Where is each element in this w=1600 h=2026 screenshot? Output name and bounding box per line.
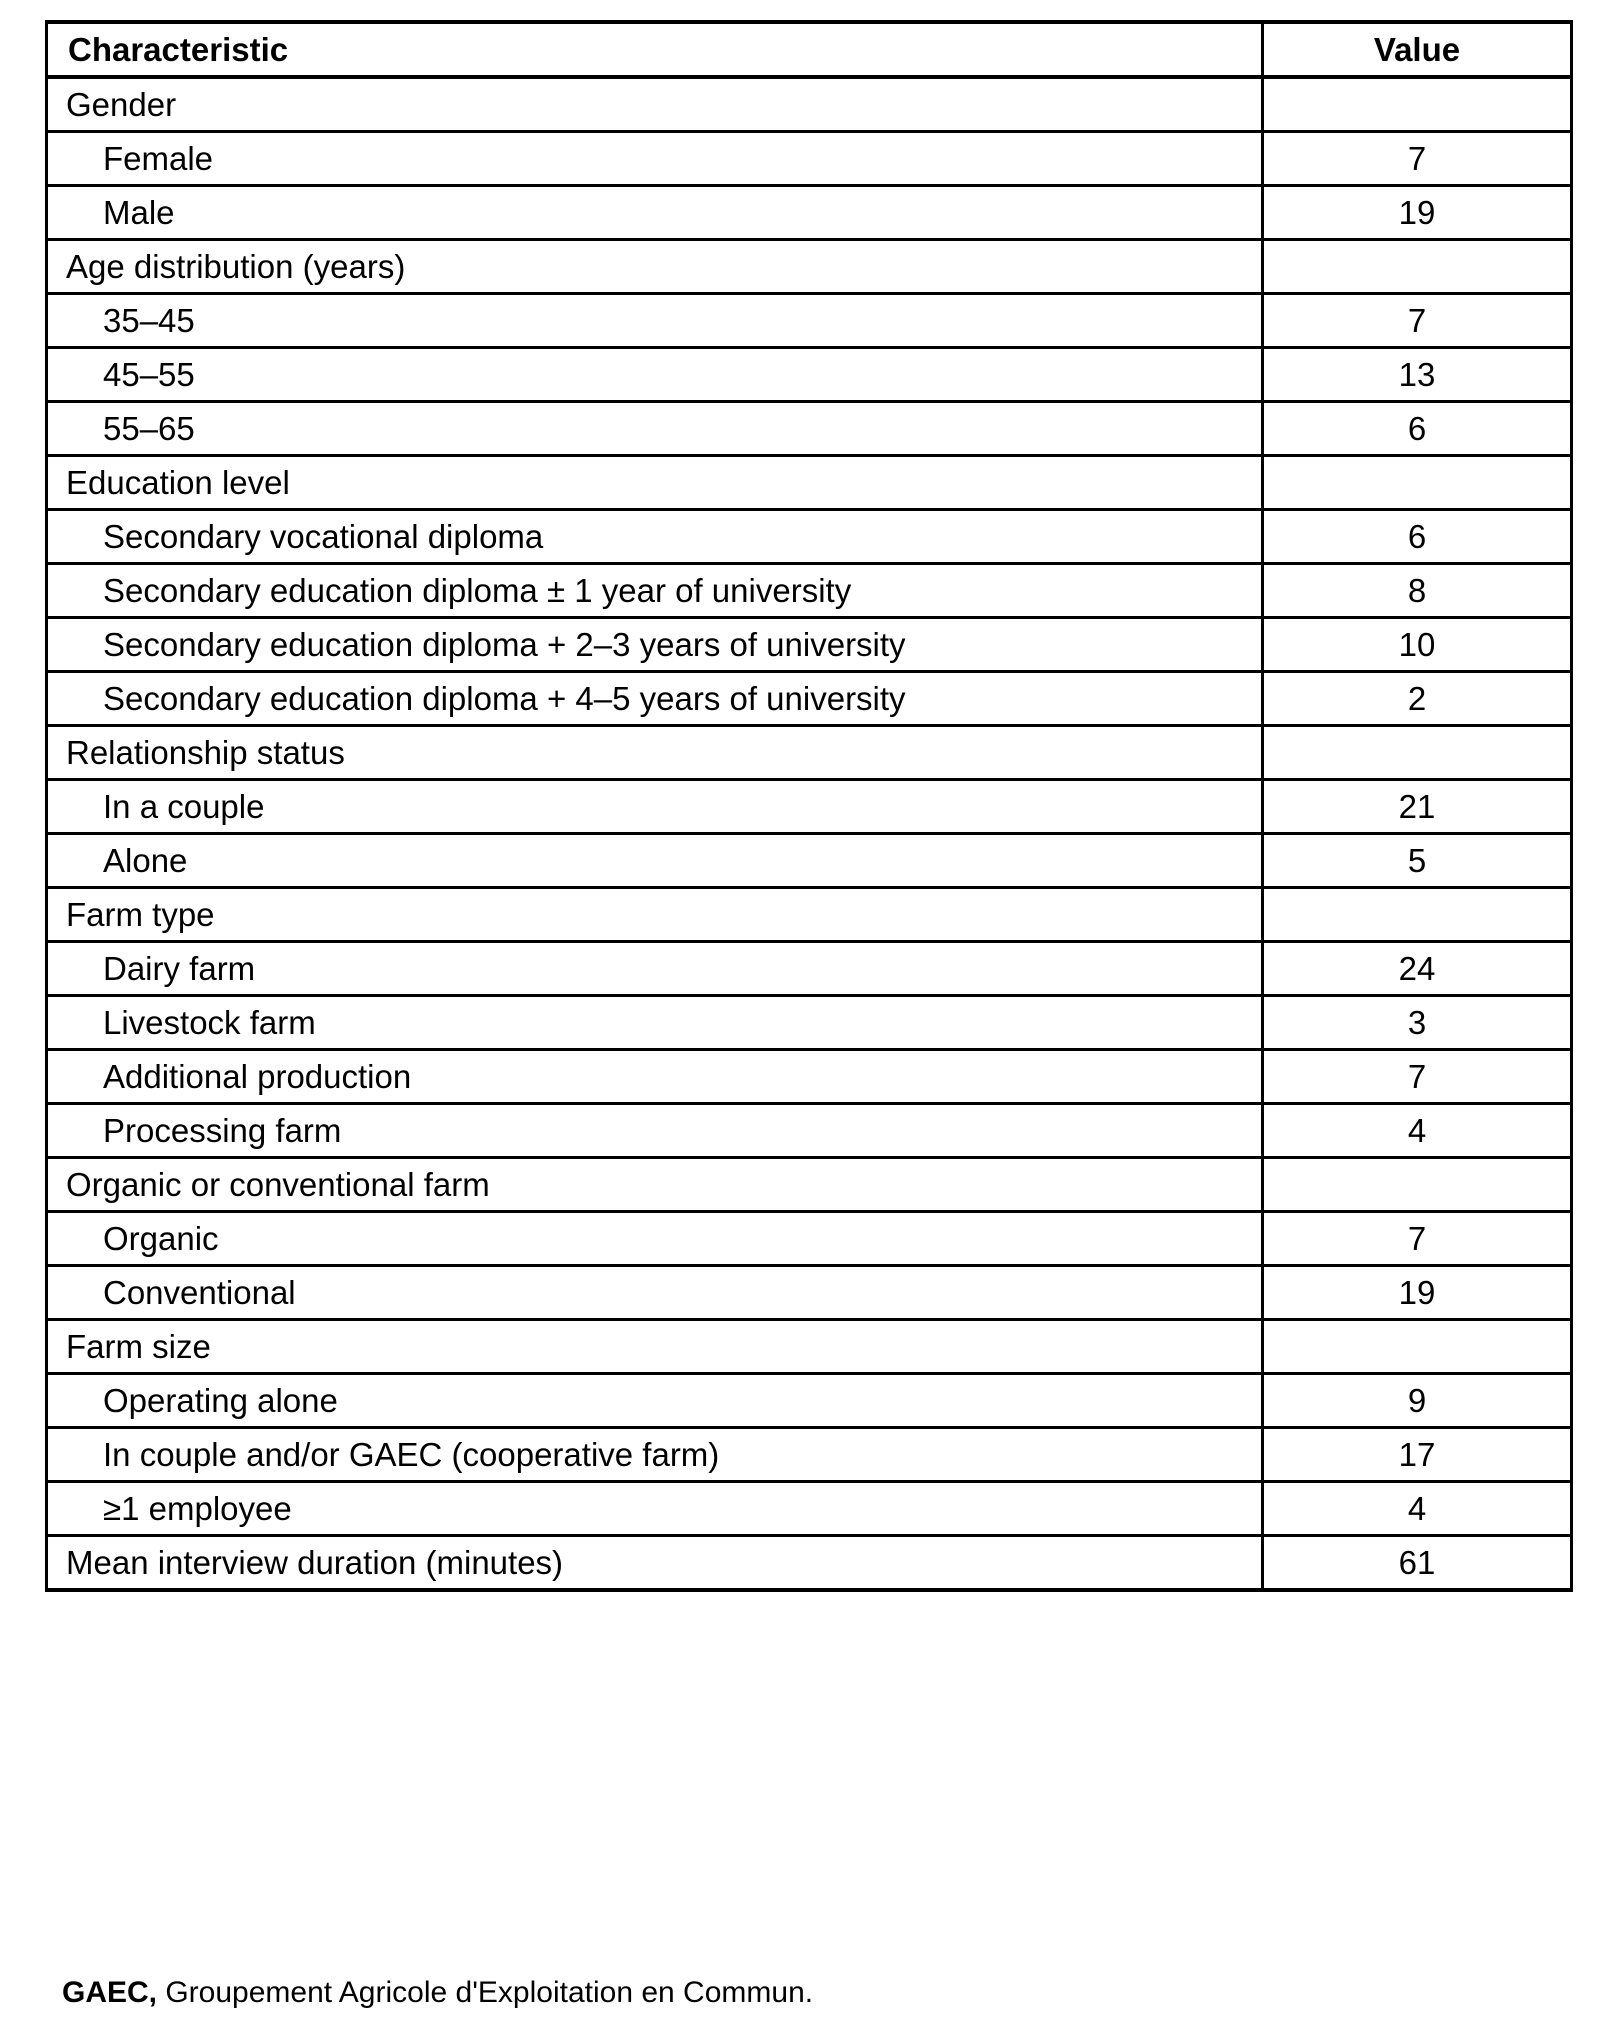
table-footnote bbox=[62, 1975, 813, 2011]
table-row bbox=[47, 888, 1572, 942]
table-row bbox=[47, 672, 1572, 726]
table-row bbox=[47, 1428, 1572, 1482]
row-label-sub: Processing farm bbox=[47, 1104, 1263, 1158]
table-row bbox=[47, 1374, 1572, 1428]
row-value: 17 bbox=[1263, 1428, 1572, 1482]
row-label-group: Gender bbox=[47, 77, 1263, 132]
table-row bbox=[47, 726, 1572, 780]
table-row bbox=[47, 240, 1572, 294]
table-row bbox=[47, 1212, 1572, 1266]
row-value bbox=[1263, 726, 1572, 780]
table-row bbox=[47, 510, 1572, 564]
row-label-sub: Secondary vocational diploma bbox=[47, 510, 1263, 564]
row-value: 4 bbox=[1263, 1482, 1572, 1536]
table-row bbox=[47, 77, 1572, 132]
row-value: 10 bbox=[1263, 618, 1572, 672]
row-label-sub: Alone bbox=[47, 834, 1263, 888]
row-value: 61 bbox=[1263, 1536, 1572, 1591]
row-value: 7 bbox=[1263, 294, 1572, 348]
row-value: 4 bbox=[1263, 1104, 1572, 1158]
row-label-sub: Female bbox=[47, 132, 1263, 186]
characteristics-table-container bbox=[45, 20, 1570, 1592]
row-label-sub: Organic bbox=[47, 1212, 1263, 1266]
row-label-sub: Male bbox=[47, 186, 1263, 240]
row-value: 21 bbox=[1263, 780, 1572, 834]
table-row bbox=[47, 132, 1572, 186]
row-label-sub: Operating alone bbox=[47, 1374, 1263, 1428]
row-value bbox=[1263, 1320, 1572, 1374]
row-label-sub: Conventional bbox=[47, 1266, 1263, 1320]
row-label-group: Organic or conventional farm bbox=[47, 1158, 1263, 1212]
row-value: 5 bbox=[1263, 834, 1572, 888]
row-value: 7 bbox=[1263, 1212, 1572, 1266]
row-value bbox=[1263, 888, 1572, 942]
table-row bbox=[47, 564, 1572, 618]
table-row bbox=[47, 834, 1572, 888]
row-label-group: Age distribution (years) bbox=[47, 240, 1263, 294]
table-row bbox=[47, 456, 1572, 510]
row-label-group: Relationship status bbox=[47, 726, 1263, 780]
row-value: 2 bbox=[1263, 672, 1572, 726]
row-value: 9 bbox=[1263, 1374, 1572, 1428]
row-label-group: Farm size bbox=[47, 1320, 1263, 1374]
table-row bbox=[47, 1050, 1572, 1104]
column-header-characteristic: Characteristic bbox=[47, 22, 1263, 77]
row-value bbox=[1263, 1158, 1572, 1212]
row-label-sub: Secondary education diploma + 4–5 years of university bbox=[47, 672, 1263, 726]
table-row bbox=[47, 1320, 1572, 1374]
row-value bbox=[1263, 240, 1572, 294]
row-label-sub: In couple and/or GAEC (cooperative farm) bbox=[47, 1428, 1263, 1482]
table-row bbox=[47, 780, 1572, 834]
row-value: 7 bbox=[1263, 132, 1572, 186]
row-label-sub: ≥1 employee bbox=[47, 1482, 1263, 1536]
row-label-sub: 35–45 bbox=[47, 294, 1263, 348]
row-value: 19 bbox=[1263, 186, 1572, 240]
row-label-sub: 45–55 bbox=[47, 348, 1263, 402]
table-row bbox=[47, 402, 1572, 456]
row-label-sub: Additional production bbox=[47, 1050, 1263, 1104]
row-label-sub: Livestock farm bbox=[47, 996, 1263, 1050]
row-value: 7 bbox=[1263, 1050, 1572, 1104]
row-label-sub: Dairy farm bbox=[47, 942, 1263, 996]
table-row bbox=[47, 942, 1572, 996]
table-row bbox=[47, 1158, 1572, 1212]
row-label-sub: Secondary education diploma + 2–3 years of university bbox=[47, 618, 1263, 672]
row-value: 24 bbox=[1263, 942, 1572, 996]
table-row bbox=[47, 186, 1572, 240]
table-row bbox=[47, 294, 1572, 348]
row-value bbox=[1263, 77, 1572, 132]
row-label-sub: In a couple bbox=[47, 780, 1263, 834]
row-label-sub: Secondary education diploma ± 1 year of university bbox=[47, 564, 1263, 618]
table-row bbox=[47, 996, 1572, 1050]
row-value: 6 bbox=[1263, 510, 1572, 564]
table-row bbox=[47, 348, 1572, 402]
row-label-sub: 55–65 bbox=[47, 402, 1263, 456]
row-value: 3 bbox=[1263, 996, 1572, 1050]
table-row bbox=[47, 618, 1572, 672]
row-value bbox=[1263, 456, 1572, 510]
row-value: 13 bbox=[1263, 348, 1572, 402]
column-header-value: Value bbox=[1263, 22, 1572, 77]
table-row bbox=[47, 1266, 1572, 1320]
table-row bbox=[47, 1536, 1572, 1591]
table-body bbox=[47, 77, 1572, 1590]
row-label-group: Education level bbox=[47, 456, 1263, 510]
characteristics-table bbox=[45, 20, 1573, 1592]
table-header-row bbox=[47, 22, 1572, 77]
row-value: 8 bbox=[1263, 564, 1572, 618]
row-label-group: Farm type bbox=[47, 888, 1263, 942]
footnote-abbreviation: GAEC, bbox=[62, 1976, 158, 2009]
row-value: 19 bbox=[1263, 1266, 1572, 1320]
row-value: 6 bbox=[1263, 402, 1572, 456]
footnote-expansion: Groupement Agricole d'Exploitation en Commun. bbox=[157, 1976, 814, 2009]
row-label-group: Mean interview duration (minutes) bbox=[47, 1536, 1263, 1591]
table-row bbox=[47, 1104, 1572, 1158]
table-row bbox=[47, 1482, 1572, 1536]
table-header bbox=[47, 22, 1572, 77]
